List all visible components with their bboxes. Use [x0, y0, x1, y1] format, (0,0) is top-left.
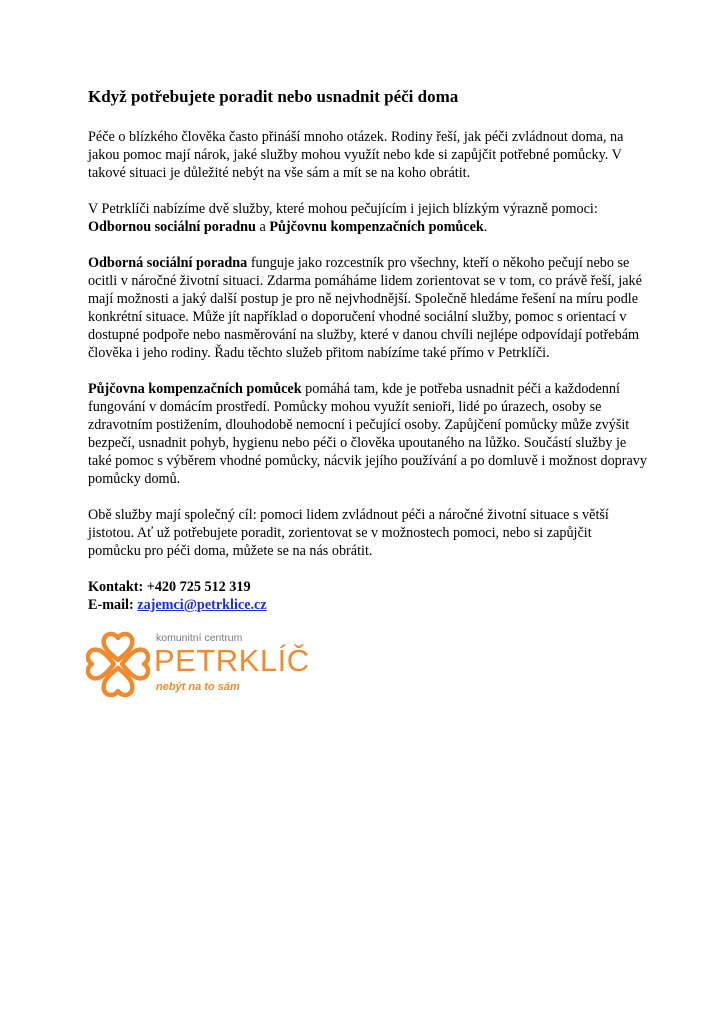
phone-number: +420 725 512 319: [146, 579, 251, 595]
phone-label: Kontakt:: [88, 579, 147, 595]
four-heart-clover-icon: [86, 626, 150, 704]
document-title: Když potřebujete poradit nebo usnadnit péči doma: [88, 87, 459, 106]
email-label: E-mail:: [88, 597, 138, 613]
service-rental-name: Půjčovnu kompenzačních pomůcek: [269, 219, 484, 235]
counseling-heading: Odborná sociální poradna: [88, 255, 248, 271]
services-connector: a: [255, 219, 270, 235]
paragraph-summary: Obě služby mají společný cíl: pomoci lidem zvládnout péči a náročné životní situace s větší jistotou. Ať už potřebujete poradit, zorientovat se v možnostech pomoci, nebo si zapůjčit pomůcku pro péči doma, můžete se na nás obrátit.: [88, 507, 609, 559]
rental-text: pomáhá tam, kde je potřeba usnadnit péči a každodenní fungování v domácím prostředí. Pomůcky mohou využít senioři, lidé po úrazech, osoby se zdravotním postižením, dlouhodobě nemocní i pečující osoby. Zapůjčení pomůcky může zvýšit bezpečí, usnadnit pohyb, hygienu nebo péči o člověka upoutaného na lůžko. Součástí služby je také pomoc s výběrem vhodné pomůcky, nácvik jejího používání a po domluvě i možnost dopravy pomůcky domů.: [88, 381, 647, 487]
paragraph-counseling: [88, 254, 648, 362]
logo-name: PETRKLÍČ: [154, 643, 310, 678]
rental-heading: Půjčovna kompenzačních pomůcek: [88, 381, 302, 397]
services-intro-text: V Petrklíči nabízíme dvě služby, které mohou pečujícím i jejich blízkým výrazně pomoci:: [88, 201, 598, 217]
email-link[interactable]: zajemci@petrklice.cz: [137, 597, 267, 613]
service-counseling-name: Odbornou sociální poradnu: [88, 219, 256, 235]
contact-phone-line: [88, 578, 648, 596]
contact-email-line: [88, 596, 648, 614]
logo-slogan: nebýt na to sám: [156, 681, 240, 693]
paragraph-services: [88, 200, 648, 236]
petrklic-logo: [86, 626, 326, 708]
logo-subtitle: komunitní centrum: [156, 632, 243, 644]
counseling-text: funguje jako rozcestník pro všechny, kteří o někoho pečují nebo se ocitli v náročné životní situaci. Zdarma pomáháme lidem zorientovat se v tom, co právě řeší, jaké mají možnosti a jaký další postup je pro ně nejvhodnější. Společně hledáme řešení na míru podle konkrétní situace. Může jít například o doporučení vhodné sociální služby, pomoc s orientací v dostupné podpoře nebo nasměrování na služby, které v danou chvíli nejlépe odpovídají potřebám člověka i jeho rodiny. Řadu těchto služeb přitom nabízíme také přímo v Petrklíči.: [88, 255, 642, 361]
services-end: .: [483, 219, 488, 235]
paragraph-rental: [88, 380, 648, 488]
document-body: [88, 86, 648, 614]
paragraph-intro: Péče o blízkého člověka často přináší mnoho otázek. Rodiny řeší, jak péči zvládnout doma, na jakou pomoc mají nárok, jaké služby mohou využít nebo kde si zapůjčit potřebné pomůcky. V takové situaci je důležité nebýt na vše sám a mít se na koho obrátit.: [88, 129, 624, 181]
